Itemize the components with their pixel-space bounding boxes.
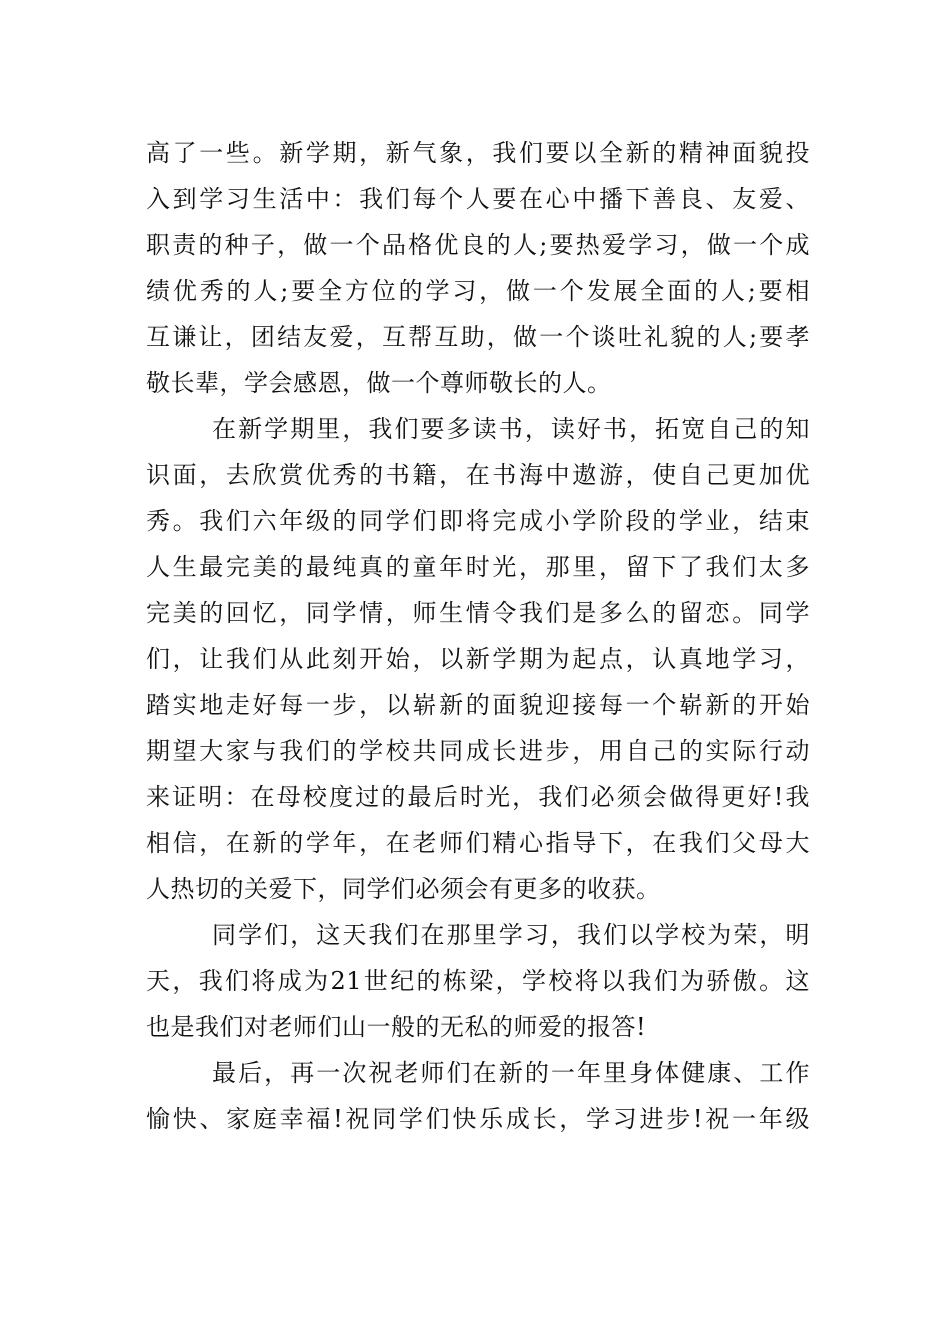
text-line: 期望大家与我们的学校共同成长进步，用自己的实际行动 bbox=[146, 737, 810, 765]
paragraph-1 bbox=[146, 130, 810, 406]
text-line: 最后，再一次祝老师们在新的一年里身体健康、工作 bbox=[212, 1059, 810, 1087]
text-line: 在新学期里，我们要多读书，读好书，拓宽自己的知 bbox=[212, 415, 810, 443]
text-line: 来证明：在母校度过的最后时光，我们必须会做得更好!我 bbox=[146, 783, 810, 811]
text-line: 同学们，这天我们在那里学习，我们以学校为荣，明 bbox=[212, 921, 810, 949]
text-line: 敬长辈，学会感恩，做一个尊师敬长的人。 bbox=[146, 369, 612, 397]
text-line: 踏实地走好每一步，以崭新的面貌迎接每一个崭新的开始 bbox=[146, 691, 810, 719]
text-line: 入到学习生活中：我们每个人要在心中播下善良、友爱、 bbox=[146, 185, 810, 213]
paragraph-3 bbox=[146, 912, 810, 1050]
text-line: 秀。我们六年级的同学们即将完成小学阶段的学业，结束 bbox=[146, 507, 810, 535]
text-line: 职责的种子，做一个品格优良的人;要热爱学习，做一个成 bbox=[146, 231, 810, 259]
paragraph-4 bbox=[146, 1050, 810, 1142]
document-body bbox=[146, 130, 810, 1142]
text-line: 绩优秀的人;要全方位的学习，做一个发展全面的人;要相 bbox=[146, 277, 810, 305]
text-line: 完美的回忆，同学情，师生情令我们是多么的留恋。同学 bbox=[146, 599, 810, 627]
text-line: 天，我们将成为21世纪的栋梁，学校将以我们为骄傲。这 bbox=[146, 967, 810, 995]
text-line: 识面，去欣赏优秀的书籍，在书海中遨游，使自己更加优 bbox=[146, 461, 810, 489]
text-line: 人热切的关爱下，同学们必须会有更多的收获。 bbox=[146, 875, 661, 903]
paragraph-2 bbox=[146, 406, 810, 912]
text-line: 人生最完美的最纯真的童年时光，那里，留下了我们太多 bbox=[146, 553, 810, 581]
text-line: 互谦让，团结友爱，互帮互助，做一个谈吐礼貌的人;要孝 bbox=[146, 323, 810, 351]
text-line: 高了一些。新学期，新气象，我们要以全新的精神面貌投 bbox=[146, 139, 810, 167]
text-line: 相信，在新的学年，在老师们精心指导下，在我们父母大 bbox=[146, 829, 810, 857]
text-line: 们，让我们从此刻开始，以新学期为起点，认真地学习， bbox=[146, 645, 810, 673]
text-line: 愉快、家庭幸福!祝同学们快乐成长，学习进步!祝一年级 bbox=[146, 1105, 810, 1133]
text-line: 也是我们对老师们山一般的无私的师爱的报答! bbox=[146, 1013, 647, 1041]
